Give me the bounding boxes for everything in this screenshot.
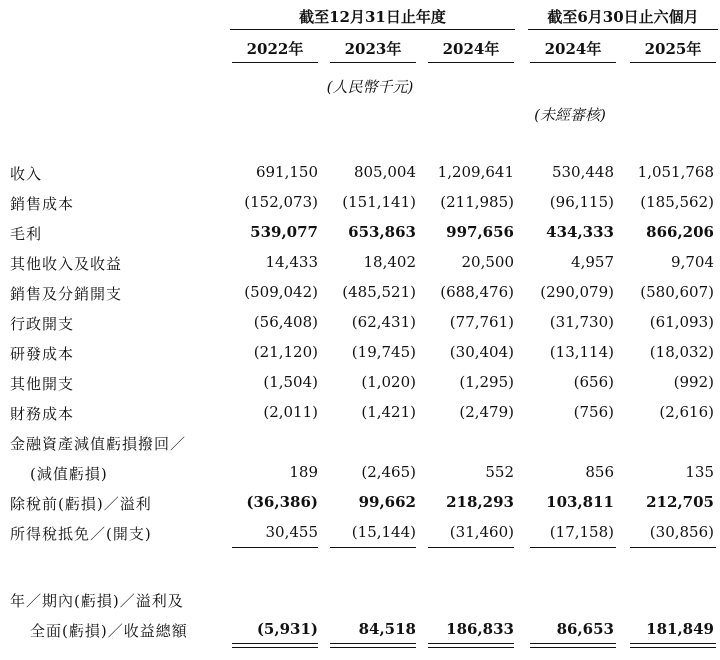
row-label: 銷售成本 [10, 195, 75, 213]
row-value: (31,460) [449, 523, 514, 541]
total-double-rule-2025-half [630, 643, 716, 648]
total-double-rule-2024 [428, 643, 514, 648]
row-value: 14,433 [265, 253, 318, 271]
row-value: 186,833 [446, 620, 514, 638]
row-label: 所得稅抵免／(開支) [10, 525, 152, 543]
row-value: (211,985) [440, 193, 514, 211]
header-group-year: 截至12月31日止年度 [299, 8, 446, 26]
year-header-2025-half: 2025年 [644, 40, 702, 58]
row-value: (56,408) [253, 313, 318, 331]
row-value: (152,073) [244, 193, 318, 211]
row-value: (30,404) [449, 343, 514, 361]
subtotal-rule-2024 [428, 547, 514, 548]
row-value: (21,120) [253, 343, 318, 361]
row-value: (580,607) [640, 283, 714, 301]
row-value: 30,455 [265, 523, 318, 541]
row-value: 434,333 [546, 223, 614, 241]
row-label: 行政開支 [10, 315, 75, 333]
row-value: 135 [685, 463, 714, 481]
row-value: (290,079) [540, 283, 614, 301]
row-label: 其他開支 [10, 375, 75, 393]
row-value: 103,811 [546, 493, 614, 511]
year-header-2024-half: 2024年 [544, 40, 602, 58]
row-value: (509,042) [244, 283, 318, 301]
row-value: 189 [289, 463, 318, 481]
year-rule-2022 [232, 62, 318, 63]
year-rule-2024-half [530, 62, 616, 63]
row-value: (992) [673, 373, 714, 391]
row-value: (61,093) [649, 313, 714, 331]
row-value: (2,616) [659, 403, 714, 421]
year-header-2023: 2023年 [344, 40, 402, 58]
row-label: 年／期內(虧損)／溢利及 [10, 592, 184, 610]
row-label: (減值虧損) [30, 465, 108, 483]
unaudited-note: (未經審核) [534, 106, 606, 124]
row-value: 181,849 [646, 620, 714, 638]
header-group-half-rule [528, 29, 718, 30]
row-value: (62,431) [351, 313, 416, 331]
row-value: (1,295) [459, 373, 514, 391]
row-value: (77,761) [449, 313, 514, 331]
row-value: (18,032) [649, 343, 714, 361]
year-header-2024: 2024年 [442, 40, 500, 58]
total-double-rule-2023 [330, 643, 416, 648]
row-value: (17,158) [549, 523, 614, 541]
header-group-half: 截至6月30日止六個月 [547, 8, 699, 26]
row-value: (485,521) [342, 283, 416, 301]
row-value: (2,479) [459, 403, 514, 421]
row-value: (15,144) [351, 523, 416, 541]
row-label: 其他收入及收益 [10, 255, 123, 273]
total-double-rule-2024-half [530, 643, 616, 648]
unit-note: (人民幣千元) [326, 78, 414, 96]
row-value: 1,051,768 [637, 163, 714, 181]
row-value: 18,402 [363, 253, 416, 271]
row-value: 99,662 [358, 493, 416, 511]
subtotal-rule-2023 [330, 547, 416, 548]
subtotal-rule-2022 [232, 547, 318, 548]
row-label: 除稅前(虧損)／溢利 [10, 495, 152, 513]
subtotal-rule-2024-half [530, 547, 616, 548]
row-value: 4,957 [571, 253, 614, 271]
row-value: (30,856) [649, 523, 714, 541]
row-value: 9,704 [671, 253, 714, 271]
row-value: (1,421) [361, 403, 416, 421]
row-value: 856 [585, 463, 614, 481]
row-value: 653,863 [348, 223, 416, 241]
row-value: 212,705 [646, 493, 714, 511]
row-value: (13,114) [549, 343, 614, 361]
row-value: (656) [573, 373, 614, 391]
subtotal-rule-2025-half [630, 547, 716, 548]
row-value: 552 [485, 463, 514, 481]
row-value: 218,293 [446, 493, 514, 511]
row-value: 20,500 [461, 253, 514, 271]
row-value: 997,656 [446, 223, 514, 241]
row-value: 691,150 [255, 163, 318, 181]
year-rule-2024 [428, 62, 514, 63]
row-value: 866,206 [646, 223, 714, 241]
row-value: (96,115) [549, 193, 614, 211]
row-label: 全面(虧損)／收益總額 [30, 622, 188, 640]
year-rule-2025-half [630, 62, 716, 63]
row-value: 84,518 [358, 620, 416, 638]
row-label: 收入 [10, 165, 43, 183]
row-value: 805,004 [353, 163, 416, 181]
row-value: 530,448 [551, 163, 614, 181]
row-value: (2,011) [263, 403, 318, 421]
row-value: 86,653 [556, 620, 614, 638]
row-value: (151,141) [342, 193, 416, 211]
row-value: 539,077 [250, 223, 318, 241]
year-rule-2023 [330, 62, 416, 63]
row-value: (5,931) [256, 620, 318, 638]
row-label: 金融資產減值虧損撥回／ [10, 435, 187, 453]
row-value: (2,465) [361, 463, 416, 481]
row-value: (688,476) [440, 283, 514, 301]
row-value: (19,745) [351, 343, 416, 361]
row-value: (1,504) [263, 373, 318, 391]
row-value: (185,562) [640, 193, 714, 211]
row-value: (36,386) [246, 493, 318, 511]
row-label: 毛利 [10, 225, 43, 243]
row-label: 研發成本 [10, 345, 75, 363]
row-label: 銷售及分銷開支 [10, 285, 123, 303]
year-header-2022: 2022年 [246, 40, 304, 58]
row-value: (31,730) [549, 313, 614, 331]
row-value: (1,020) [361, 373, 416, 391]
row-label: 財務成本 [10, 405, 75, 423]
row-value: (756) [573, 403, 614, 421]
row-value: 1,209,641 [437, 163, 514, 181]
total-double-rule-2022 [232, 643, 318, 648]
header-group-year-rule [230, 29, 515, 30]
